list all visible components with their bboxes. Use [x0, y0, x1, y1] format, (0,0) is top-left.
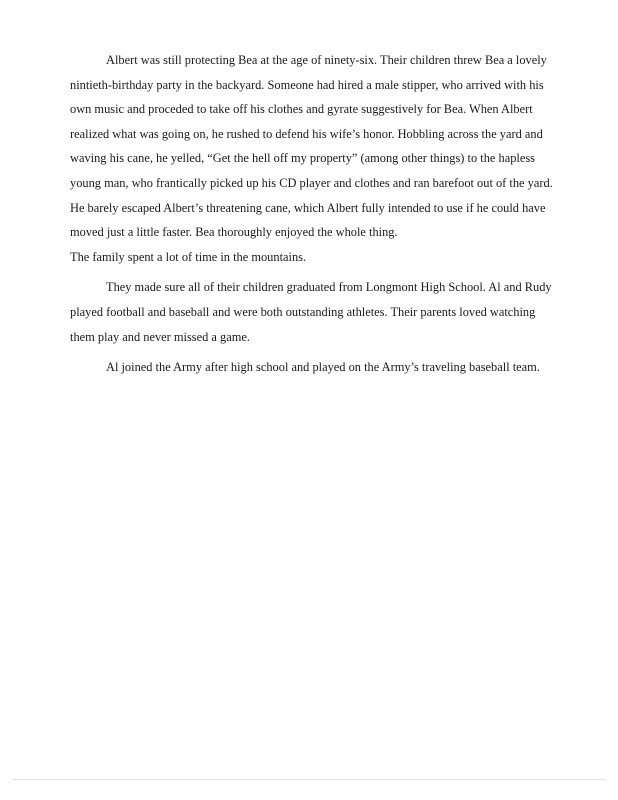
paragraph-albert-protecting-bea: Albert was still protecting Bea at the age of ninety-six. Their children threw Bea a lovely nintieth-birthday party in the backyard. Someone had hired a male stipper, who arrived with his own music and proceded to take off his clothes and gyrate suggestively for Bea. When Albert realized what was going on, he rushed to defend his wife’s honor. Hobbling across the yard and waving his cane, he yelled, “Get the hell off my property” (among other things) to the hapless young man, who frantically picked up his CD player and clothes and ran barefoot out of the yard. He barely escaped Albert’s threatening cane, which Albert fully intended to use if he could have moved just a little faster. Bea thoroughly enjoyed the whole thing.: [70, 53, 553, 240]
document-body: [70, 48, 560, 380]
paragraph-al-joined-army: Al joined the Army after high school and played on the Army’s traveling baseball team.: [106, 360, 540, 375]
paragraph-longmont-high-school: They made sure all of their children graduated from Longmont High School. Al and Rudy played football and baseball and were both outstanding athletes. Their parents loved watching them play and never missed a game.: [70, 280, 552, 344]
paragraph-family-mountains: The family spent a lot of time in the mountains.: [70, 249, 307, 264]
scan-artifact-line: [12, 779, 606, 780]
